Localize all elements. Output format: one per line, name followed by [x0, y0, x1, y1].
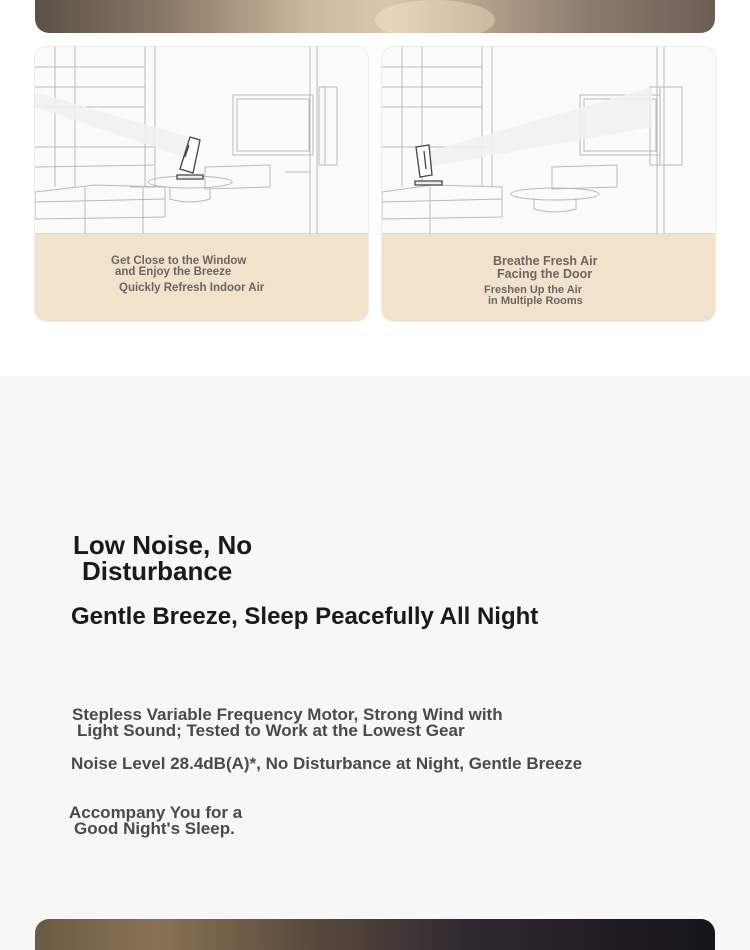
feature-text: Noise Level 28.4dB(A)*, No Disturbance at Night, Gentle Breeze — [71, 754, 583, 773]
section-subtitle: Gentle Breeze, Sleep Peacefully All Night — [71, 603, 539, 630]
caption-line: Get Close to the Window — [111, 255, 247, 267]
scene-card-window — [35, 47, 368, 321]
feature-text: Good Night's Sleep. — [74, 819, 235, 838]
scene-card-door — [382, 47, 715, 321]
caption-panel — [382, 234, 715, 321]
door-scene-illustration — [382, 47, 715, 234]
caption-line: Breathe Fresh Air — [493, 254, 598, 268]
feature-text: Accompany You for a — [69, 803, 243, 822]
product-photo-bottom — [35, 919, 715, 950]
product-photo-top — [35, 0, 715, 33]
section-title: Low Noise, No — [73, 530, 253, 560]
feature-text: Light Sound; Tested to Work at the Lowest Gear — [77, 721, 465, 740]
caption-line: Facing the Door — [497, 267, 593, 281]
caption-panel — [35, 234, 368, 321]
feature-text: Stepless Variable Frequency Motor, Strong Wind with — [72, 705, 503, 724]
section-title: Disturbance — [82, 556, 233, 586]
window-scene-illustration — [35, 47, 368, 234]
caption-line: Freshen Up the Air — [484, 284, 582, 296]
caption-line: and Enjoy the Breeze — [115, 266, 232, 278]
caption-line: Quickly Refresh Indoor Air — [119, 282, 265, 294]
low-noise-section — [0, 376, 750, 950]
caption-line: in Multiple Rooms — [488, 295, 583, 307]
